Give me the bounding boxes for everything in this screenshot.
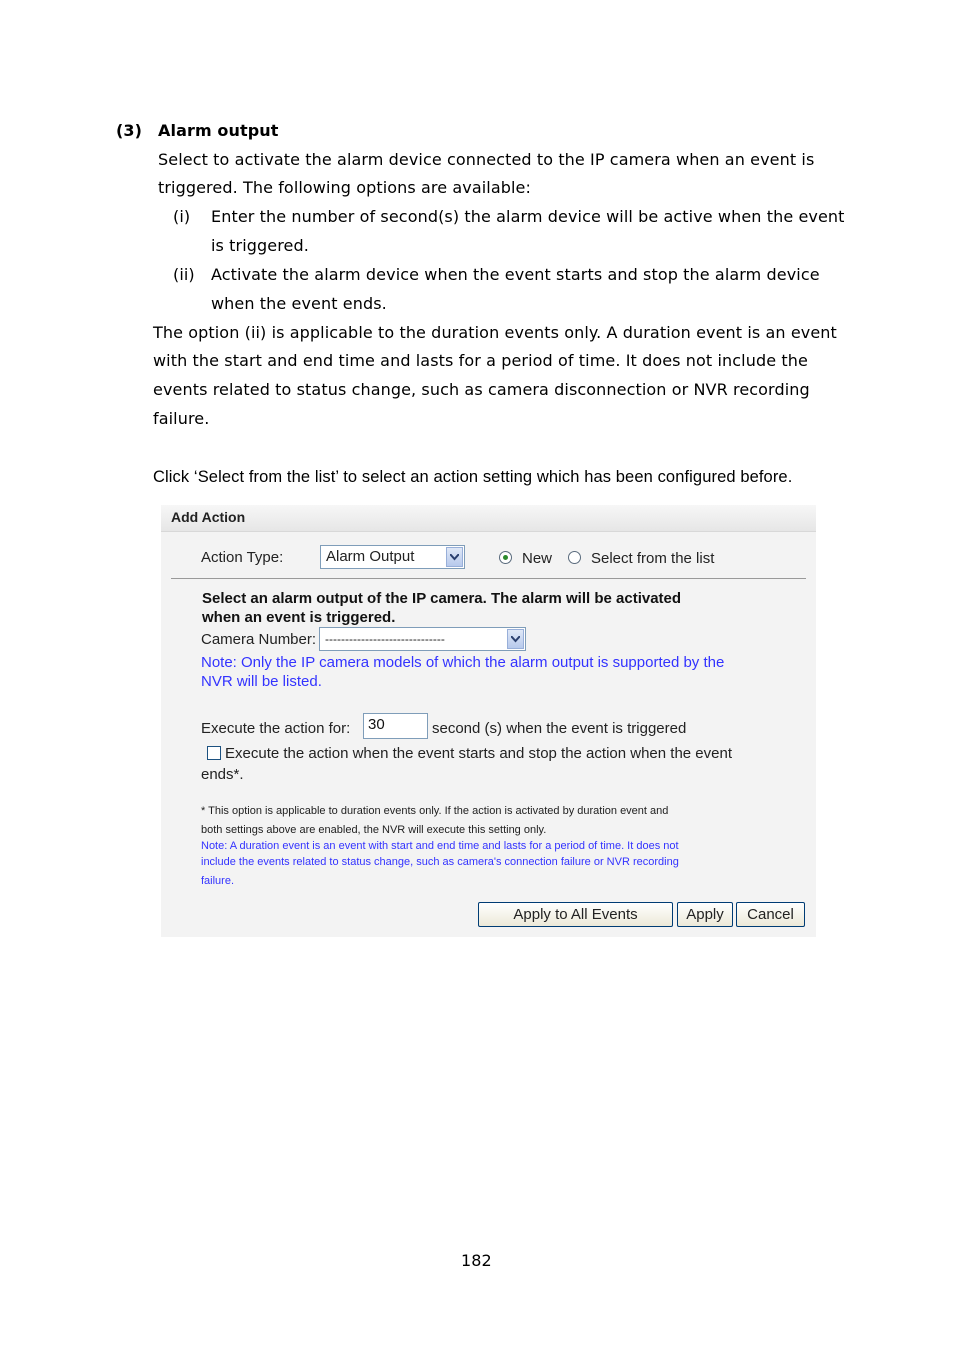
intro-line-2: triggered. The following options are available: (158, 178, 531, 197)
duration-note-line-1: Note: A duration event is an event with start and end time and lasts for a period of time. It does not (201, 840, 679, 852)
note-line-2: with the start and end time and lasts for a period of time. It does not include the (153, 351, 808, 370)
option-1-line-1: Enter the number of second(s) the alarm device will be active when the event (211, 207, 845, 226)
note-line-1: The option (ii) is applicable to the duration events only. A duration event is an event (153, 323, 837, 342)
option-2-line-2: when the event ends. (211, 294, 387, 313)
action-type-label: Action Type: (201, 549, 284, 566)
radio-new-label: New (522, 550, 553, 567)
panel-divider (171, 578, 806, 579)
execute-suffix: second (s) when the event is triggered (432, 720, 687, 737)
radio-select-from-list[interactable] (568, 551, 581, 564)
duration-note-line-2: include the events related to status change, such as camera's connection failure or NVR recording (201, 856, 679, 868)
camera-note-line-1: Note: Only the IP camera models of which the alarm output is supported by the (201, 654, 725, 671)
chevron-down-icon (507, 629, 524, 649)
apply-button[interactable]: Apply (677, 902, 733, 927)
footnote-line-1: * This option is applicable to duration events only. If the action is activated by duration event and (201, 805, 669, 817)
option-2-line-1: Activate the alarm device when the event starts and stop the alarm device (211, 265, 820, 284)
note-line-4: failure. (153, 409, 210, 428)
execute-label: Execute the action for: (201, 720, 351, 737)
chevron-down-icon (446, 547, 463, 567)
intro-line-1: Select to activate the alarm device connected to the IP camera when an event is (158, 150, 815, 169)
panel-title: Add Action (171, 509, 246, 525)
add-action-panel (161, 505, 816, 937)
action-type-value: Alarm Output (326, 548, 415, 565)
execute-seconds-input[interactable] (363, 713, 428, 739)
alarm-heading-line-1: Select an alarm output of the IP camera. The alarm will be activated (202, 590, 682, 607)
alarm-heading-line-2: when an event is triggered. (202, 609, 396, 626)
page-number: 182 (461, 1251, 492, 1270)
event-duration-checkbox[interactable] (207, 746, 221, 760)
checkbox-label-line-1: Execute the action when the event starts and stop the action when the event (225, 745, 732, 762)
footnote-line-2: both settings above are enabled, the NVR will execute this setting only. (201, 824, 547, 836)
section-number: (3) (116, 121, 143, 140)
camera-number-select[interactable] (319, 627, 526, 651)
apply-to-all-events-button[interactable]: Apply to All Events (478, 902, 673, 927)
option-2-number: (ii) (173, 265, 195, 284)
camera-note-line-2: NVR will be listed. (201, 673, 322, 690)
option-1-line-2: is triggered. (211, 236, 309, 255)
radio-new[interactable] (499, 551, 512, 564)
radio-select-from-list-label: Select from the list (591, 550, 715, 567)
option-1-number: (i) (173, 207, 191, 226)
section-title: Alarm output (158, 121, 279, 140)
click-instruction: Click ‘Select from the list’ to select an action setting which has been configured before. (153, 468, 793, 486)
camera-number-label: Camera Number: (201, 631, 317, 648)
camera-number-value: ------------------------------ (325, 632, 445, 646)
checkbox-label-line-2: ends*. (201, 766, 244, 783)
action-type-select[interactable] (320, 545, 465, 569)
cancel-button[interactable]: Cancel (736, 902, 805, 927)
duration-note-line-3: failure. (201, 875, 235, 887)
note-line-3: events related to status change, such as camera disconnection or NVR recording (153, 380, 810, 399)
execute-seconds-value: 30 (368, 716, 385, 733)
panel-header (161, 505, 816, 532)
